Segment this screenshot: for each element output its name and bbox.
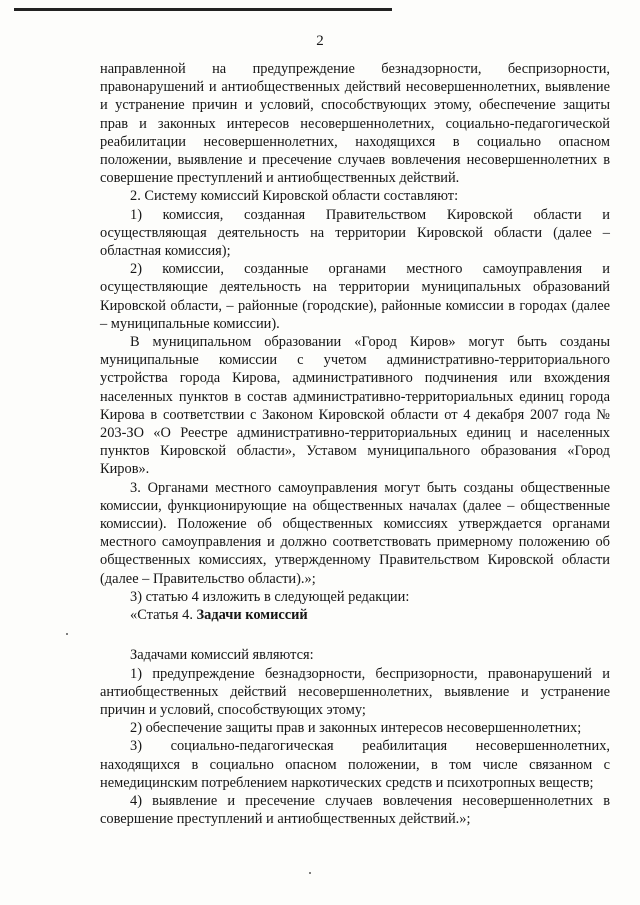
paragraph-continuation: направленной на предупреждение безнадзорности, беспризорности, правонарушений и антиобщественных действий несовершеннолетних, выявление и устранение причин и условий, способствующих этому, обеспечение защиты прав и законных интересов несовершеннолетних, социально-педагогической реабилитации несовершеннолетних, находящихся в социально опасном положении, выявление и пресечение случаев вовлечения несовершеннолетних в совершение преступлений и антиобщественных действий. [100,61,610,187]
paragraph-kirov-city: В муниципальном образовании «Город Киров» могут быть созданы муниципальные комиссии с учетом административно-территориального устройства города Кирова, административного подчинения или вхождения населенных пунктов в состав административно-территориальных единиц города Кирова в соответствии с Законом Кировской области от 4 декабря 2007 года № 203-ЗО «О Реестре административно-территориальных единиц и населенных пунктов Кировской области», Уставом муниципального образования «Город Киров». [100,334,610,478]
paragraph-municipal-commissions: 2) комиссии, созданные органами местного самоуправления и осуществляющие деятельность на территории муниципальных образований Кировской области, – районные (городские), районные комиссии в городах (далее – муниципальные комиссии). [100,261,610,332]
article-4-title: Задачи комиссий [196,607,308,624]
list-item-task-1: 1) предупреждение безнадзорности, беспризорности, правонарушений и антиобщественных действий несовершеннолетних, выявление и устранение причин и условий, способствующих этому; [100,665,610,718]
page-number: 2 [316,33,324,49]
list-item-task-4: 4) выявление и пресечение случаев вовлечения несовершеннолетних в совершение преступлений и антиобщественных действий.»; [100,792,610,828]
paragraph-public-commissions: 3. Органами местного самоуправления могут быть созданы общественные комиссии, функционирующие на общественных началах (далее – общественные комиссии). Положение об общественных комиссиях утверждается органами местного самоуправления и должно соответствовать примерному положению об общественных комиссиях, утвержденному Правительством Кировской области (далее – Правительство области).»; [100,479,610,587]
list-item-task-2: 2) обеспечение защиты прав и законных интересов несовершеннолетних; [130,720,582,737]
paragraph-tasks-intro: Задачами комиссий являются: [130,647,314,664]
paragraph-regional-commission: 1) комиссия, созданная Правительством Кировской области и осуществляющая деятельность на территории Кировской области (далее – областная комиссия); [100,206,610,260]
document-body [100,60,610,828]
blank-line [100,624,610,646]
top-rule [14,8,392,11]
article-4-prefix: «Статья 4. [130,607,197,624]
list-item-task-3: 3) социально-педагогическая реабилитация несовершеннолетних, находящихся в социально опасном положении, в том числе связанном с немедицинским потреблением наркотических средств и психотропных веществ; [100,738,610,791]
scan-speck [66,633,68,635]
article-4-heading [100,606,610,624]
paragraph-system-of-commissions: 2. Систему комиссий Кировской области составляют: [130,188,459,205]
scan-speck [309,872,311,874]
paragraph-article-4-instruction: 3) статью 4 изложить в следующей редакции: [130,588,410,605]
